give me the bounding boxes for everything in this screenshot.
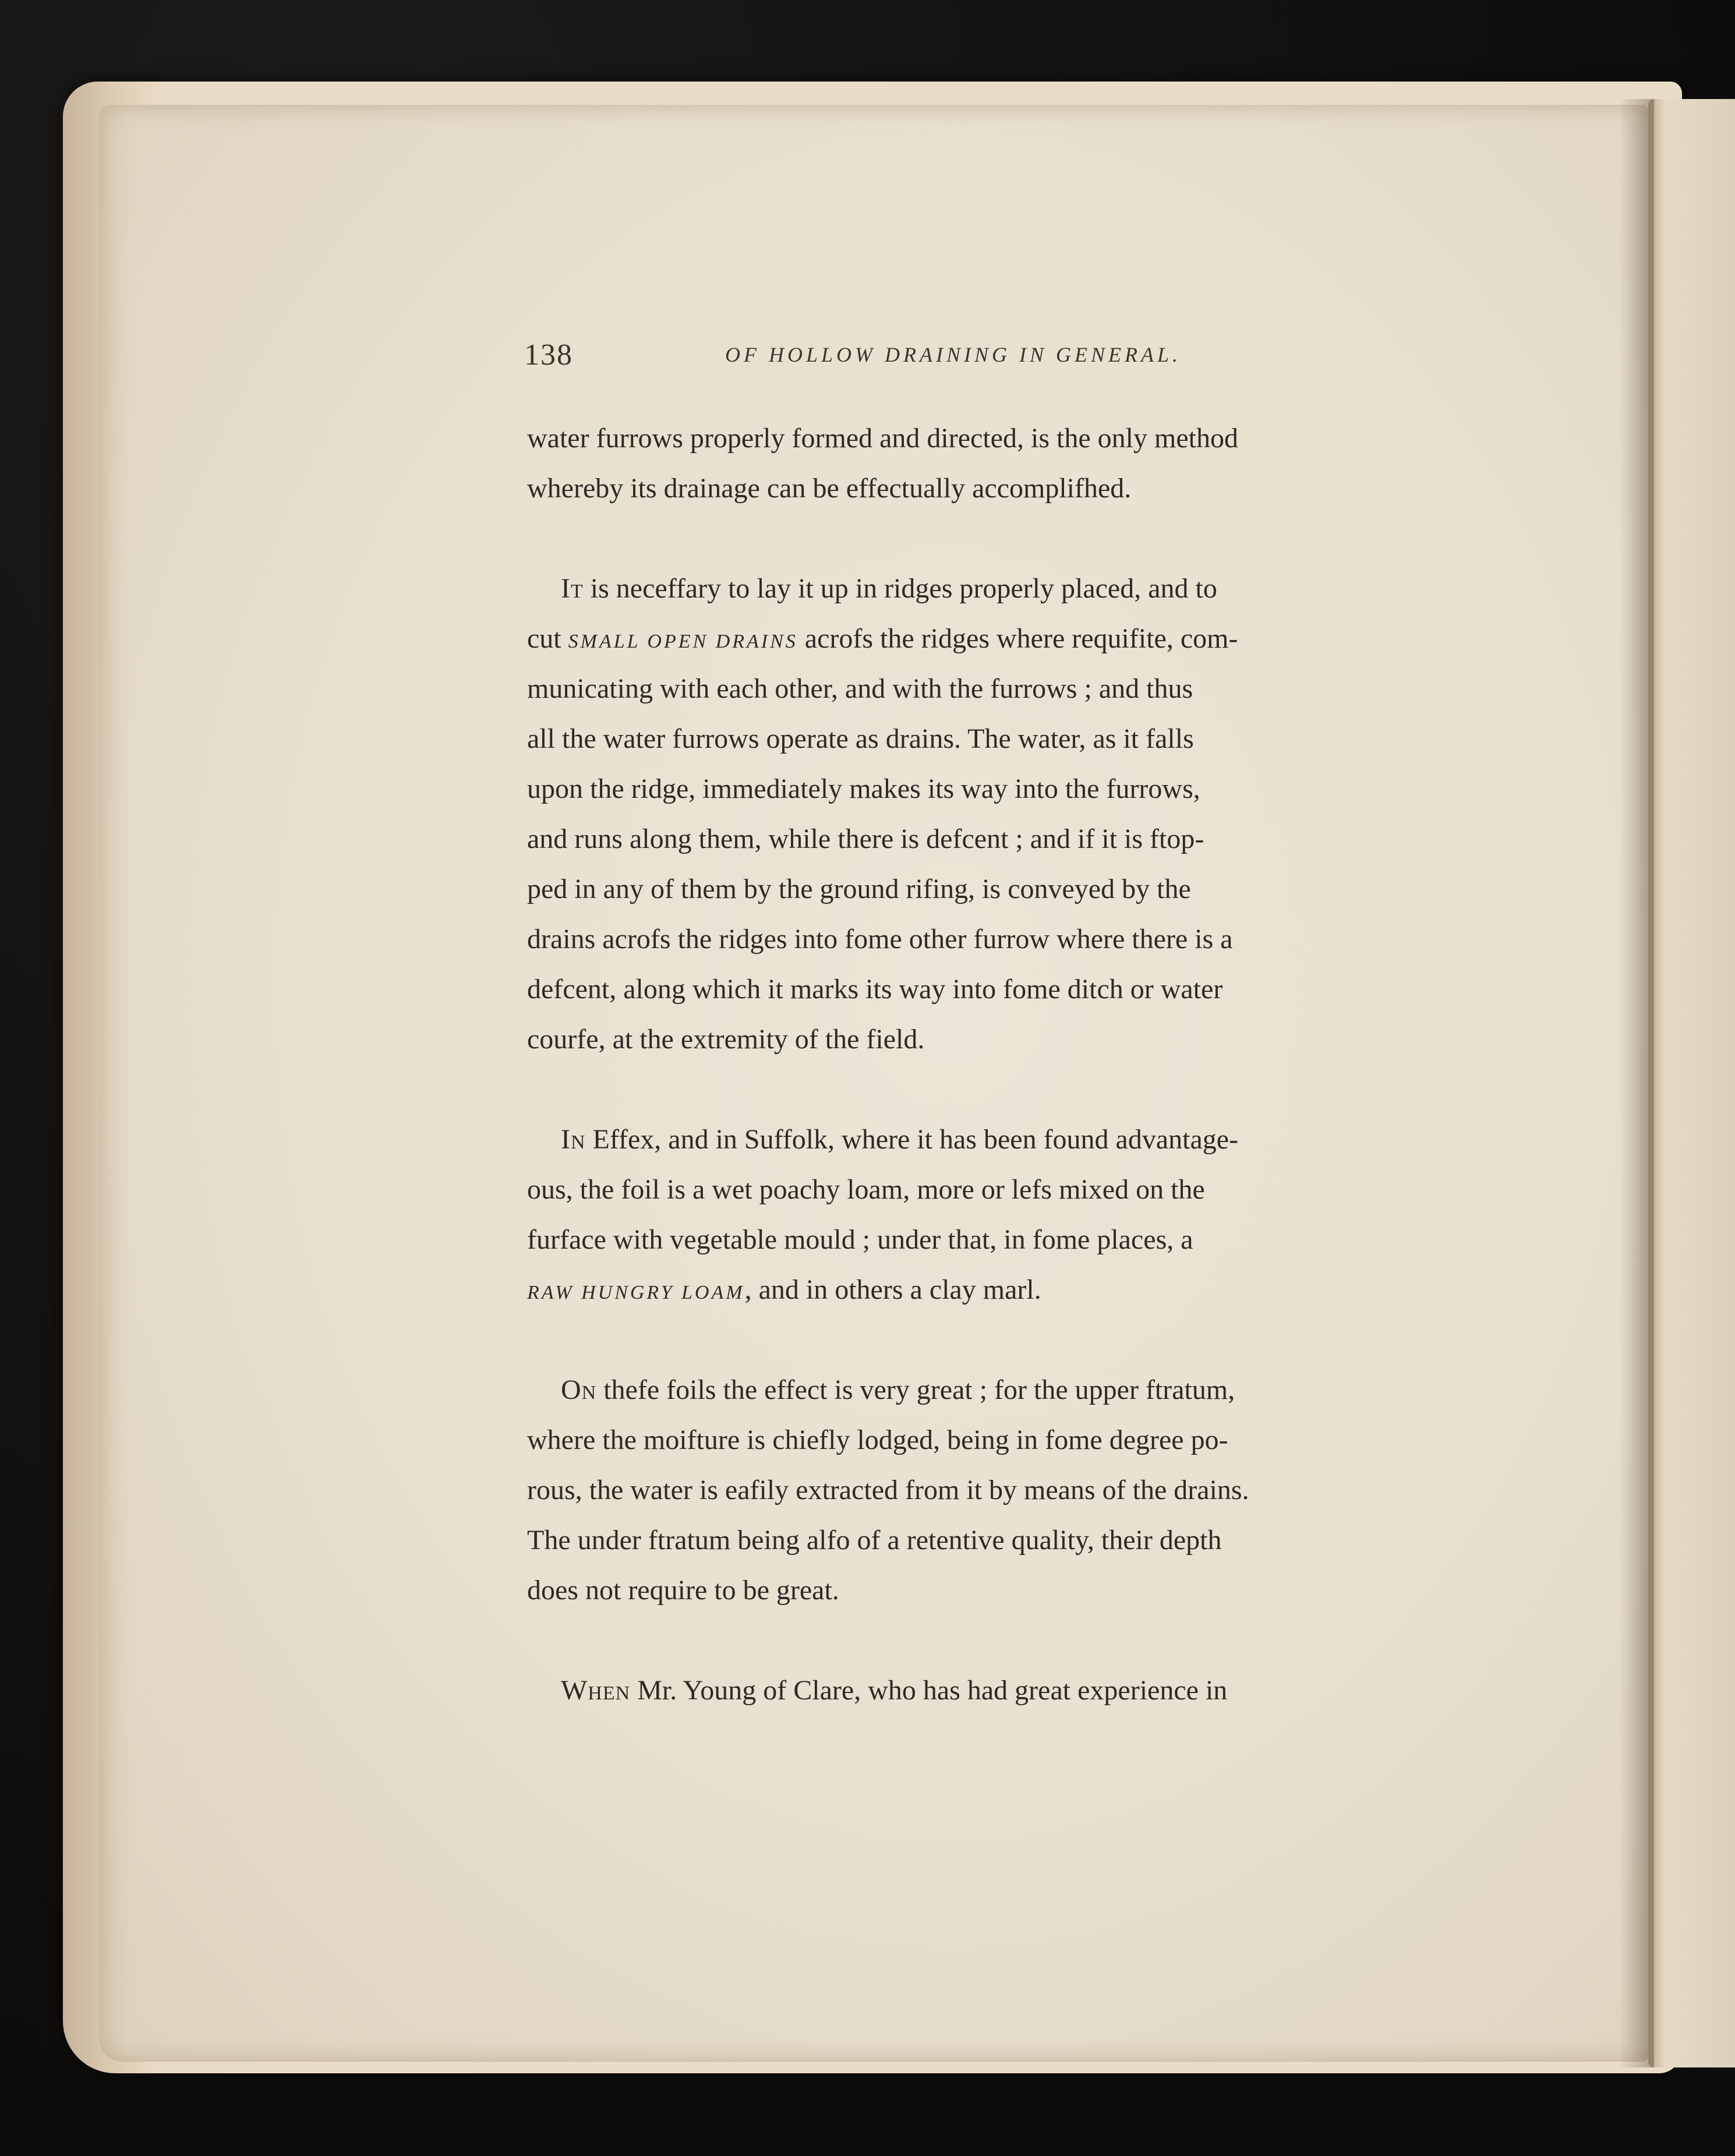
text-line <box>527 864 1401 914</box>
text-line <box>527 1565 1401 1616</box>
running-head <box>524 338 1200 373</box>
running-title: OF HOLLOW DRAINING IN GENERAL. <box>725 343 1181 366</box>
line-text: thefe foils the effect is very great ; for the upper ftratum, <box>596 1374 1235 1405</box>
text-line <box>527 564 1401 614</box>
line-text: does not require to be great. <box>527 1575 839 1606</box>
line-text: and runs along them, while there is defcent ; and if it is ftop- <box>527 823 1204 854</box>
text-line <box>527 1265 1401 1315</box>
text-line <box>527 764 1401 814</box>
line-text: municating with each other, and with the furrows ; and thus <box>527 673 1193 704</box>
line-text: rous, the water is eafily extracted from it by means of the drains. <box>527 1475 1249 1505</box>
body-text <box>527 413 1401 1716</box>
line-text: defcent, along which it marks its way into fome ditch or water <box>527 974 1223 1005</box>
facing-page-edge <box>1648 99 1735 2067</box>
text-line <box>527 413 1401 464</box>
line-text: is neceffary to lay it up in ridges properly placed, and to <box>583 573 1217 604</box>
line-text: Effex, and in Suffolk, where it has been found advantage- <box>585 1124 1239 1155</box>
line-text: acrofs the ridges where requifite, com- <box>797 623 1238 654</box>
line-text: upon the ridge, immediately makes its way into the furrows, <box>527 773 1200 804</box>
text-line <box>527 1365 1401 1415</box>
line-text: , and in others a clay marl. <box>744 1274 1041 1305</box>
lead-word: When <box>561 1675 631 1706</box>
text-line <box>527 464 1401 514</box>
line-text: water furrows properly formed and directed, is the only method <box>527 423 1238 454</box>
text-line <box>527 814 1401 864</box>
gutter-shadow <box>1619 99 1654 2067</box>
lead-word: On <box>561 1374 597 1405</box>
line-text: ped in any of them by the ground rifing, is conveyed by the <box>527 874 1191 904</box>
text-line <box>527 1165 1401 1215</box>
emphasis-text: SMALL OPEN DRAINS <box>568 631 798 652</box>
text-line <box>527 714 1401 764</box>
lead-word: In <box>561 1124 586 1155</box>
text-line <box>527 1015 1401 1065</box>
text-line <box>527 964 1401 1015</box>
text-line <box>527 1215 1401 1265</box>
text-line <box>527 1415 1401 1465</box>
line-text: all the water furrows operate as drains. The water, as it falls <box>527 723 1194 754</box>
text-line <box>527 614 1401 664</box>
page-number: 138 <box>524 338 573 372</box>
line-text: ous, the foil is a wet poachy loam, more or lefs mixed on the <box>527 1174 1205 1205</box>
line-text: whereby its drainage can be effectually accomplifhed. <box>527 473 1132 504</box>
line-text: Mr. Young of Clare, who has had great experience in <box>630 1675 1228 1706</box>
lead-word: It <box>561 573 584 604</box>
text-line <box>527 1465 1401 1515</box>
line-text: cut <box>527 623 568 654</box>
text-line <box>527 1515 1401 1565</box>
text-line <box>527 1115 1401 1165</box>
text-line <box>527 1666 1401 1716</box>
text-line <box>527 914 1401 964</box>
line-text: furface with vegetable mould ; under that, in fome places, a <box>527 1224 1193 1255</box>
line-text: The under ftratum being alfo of a retentive quality, their depth <box>527 1525 1222 1556</box>
line-text: courfe, at the extremity of the field. <box>527 1024 925 1055</box>
text-line <box>527 664 1401 714</box>
line-text: drains acrofs the ridges into fome other furrow where there is a <box>527 924 1233 955</box>
emphasis-text: RAW HUNGRY LOAM <box>527 1282 745 1303</box>
line-text: where the moifture is chiefly lodged, being in fome degree po- <box>527 1425 1228 1455</box>
